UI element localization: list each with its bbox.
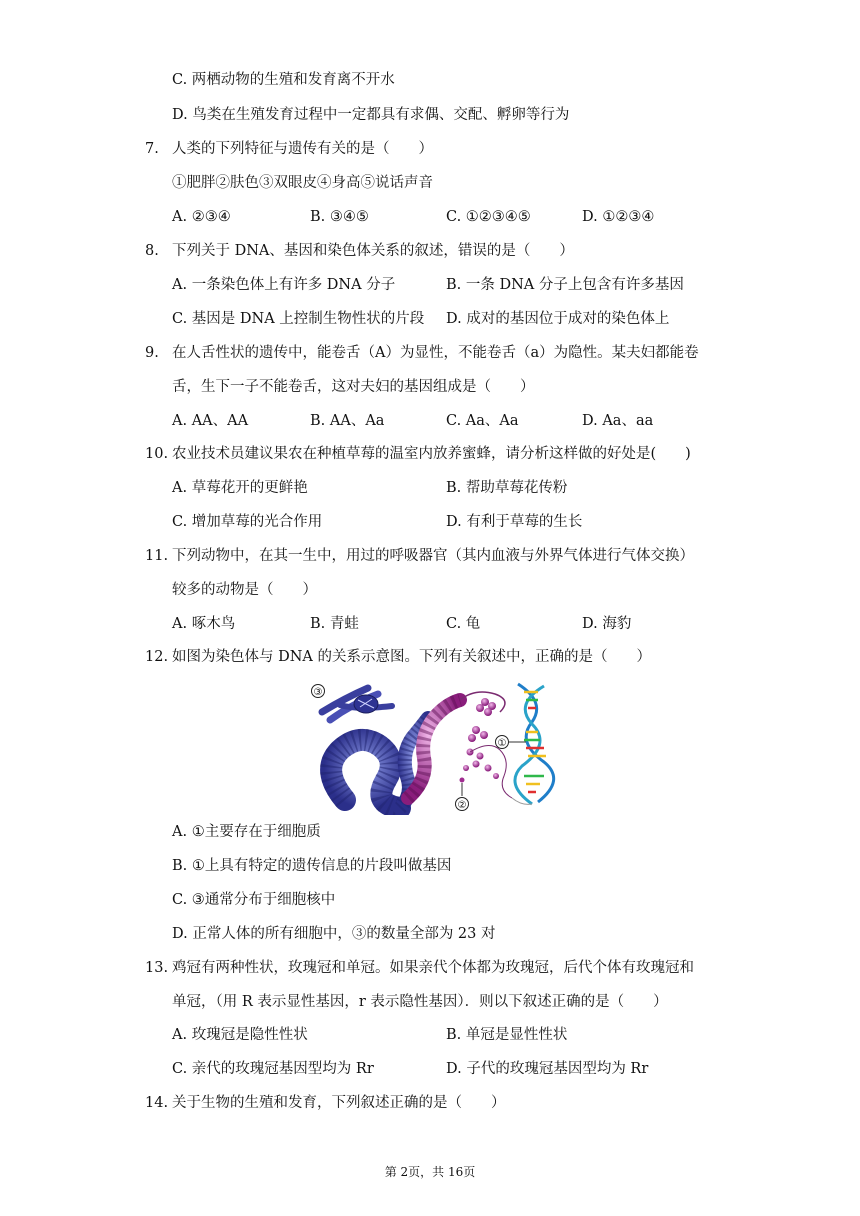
label-1-marker	[496, 736, 509, 750]
q9-number: 9.	[145, 345, 159, 361]
svg-text:③: ③	[313, 687, 323, 698]
q7-items: ①肥胖②肤色③双眼皮④身高⑤说话声音	[172, 175, 433, 191]
dna-double-helix	[512, 684, 554, 804]
q12-option-a: A. ①主要存在于细胞质	[172, 824, 321, 840]
chromosome-shape	[322, 688, 392, 720]
q7-option-a: A. ②③④	[172, 209, 231, 225]
q9-option-a: A. AA、AA	[172, 413, 249, 429]
q12-number: 12.	[145, 649, 169, 665]
q12-option-d: D. 正常人体的所有细胞中，③的数量全部为 23 对	[172, 926, 496, 942]
q8-option-d: D. 成对的基因位于成对的染色体上	[446, 311, 670, 327]
q10-option-a: A. 草莓花开的更鲜艳	[172, 480, 308, 496]
q9-stem-line1: 在人舌性状的遗传中，能卷舌（A）为显性，不能卷舌（a）为隐性。某夫妇都能卷	[172, 345, 699, 361]
q11-option-d: D. 海豹	[582, 616, 632, 632]
q13-option-a: A. 玫瑰冠是隐性性状	[172, 1027, 308, 1043]
page-footer: 第 2页，共 16页	[384, 1165, 476, 1179]
q8-number: 8.	[145, 243, 159, 259]
q14-stem: 关于生物的生殖和发育，下列叙述正确的是（ ）	[172, 1095, 506, 1111]
q12-stem: 如图为染色体与 DNA 的关系示意图。下列有关叙述中，正确的是（ ）	[172, 649, 651, 665]
q13-stem-line1: 鸡冠有两种性状，玫瑰冠和单冠。如果亲代个体都为玫瑰冠，后代个体有玫瑰冠和	[172, 960, 694, 976]
q13-stem-line2: 单冠，（用 R 表示显性基因，r 表示隐性基因）．则以下叙述正确的是（ ）	[172, 994, 668, 1010]
q11-stem-line2: 较多的动物是（ ）	[172, 582, 317, 598]
label-3-marker	[312, 685, 325, 699]
q7-stem: 人类的下列特征与遗传有关的是（ ）	[172, 141, 433, 157]
q10-option-d: D. 有利于草莓的生长	[446, 514, 583, 530]
q7-option-d: D. ①②③④	[582, 209, 655, 225]
svg-text:②: ②	[457, 800, 467, 811]
q10-option-b: B. 帮助草莓花传粉	[446, 480, 568, 496]
q7-option-b: B. ③④⑤	[310, 209, 369, 225]
q8-option-a: A. 一条染色体上有许多 DNA 分子	[172, 277, 396, 293]
q10-option-c: C. 增加草莓的光合作用	[172, 514, 323, 530]
q11-option-a: A. 啄木鸟	[172, 616, 236, 632]
q10-stem: 农业技术员建议果农在种植草莓的温室内放养蜜蜂，请分析这样做的好处是( )	[172, 446, 691, 462]
q8-stem: 下列关于 DNA、基因和染色体关系的叙述，错误的是（ ）	[172, 243, 574, 259]
q9-option-d: D. Aa、aa	[582, 413, 654, 429]
q12-option-b: B. ①上具有特定的遗传信息的片段叫做基因	[172, 858, 452, 874]
q8-option-c: C. 基因是 DNA 上控制生物性状的片段	[172, 311, 425, 327]
q13-option-c: C. 亲代的玫瑰冠基因型均为 Rr	[172, 1061, 374, 1077]
q13-option-d: D. 子代的玫瑰冠基因型均为 Rr	[446, 1061, 649, 1077]
chromosome-dna-diagram	[300, 680, 575, 815]
q9-option-b: B. AA、Aa	[310, 413, 385, 429]
svg-text:①: ①	[497, 738, 507, 749]
q13-option-b: B. 单冠是显性性状	[446, 1027, 568, 1043]
label-2-marker	[456, 798, 469, 812]
q11-number: 11.	[145, 548, 169, 564]
q13-number: 13.	[145, 960, 169, 976]
q9-stem-line2: 舌，生下一子不能卷舌，这对夫妇的基因组成是（ ）	[172, 379, 535, 395]
q8-option-b: B. 一条 DNA 分子上包含有许多基因	[446, 277, 684, 293]
q11-option-b: B. 青蛙	[310, 616, 359, 632]
q7-number: 7.	[145, 141, 159, 157]
q6-option-d: D. 鸟类在生殖发育过程中一定都具有求偶、交配、孵卵等行为	[172, 107, 570, 123]
q7-option-c: C. ①②③④⑤	[446, 209, 531, 225]
q10-number: 10.	[145, 446, 169, 462]
q11-stem-line1: 下列动物中，在其一生中，用过的呼吸器官（其内血液与外界气体进行气体交换）	[172, 548, 694, 564]
q11-option-c: C. 龟	[446, 616, 481, 632]
q12-option-c: C. ③通常分布于细胞核中	[172, 892, 336, 908]
q9-option-c: C. Aa、Aa	[446, 413, 519, 429]
q6-option-c: C. 两栖动物的生殖和发育离不开水	[172, 72, 395, 88]
q14-number: 14.	[145, 1095, 169, 1111]
